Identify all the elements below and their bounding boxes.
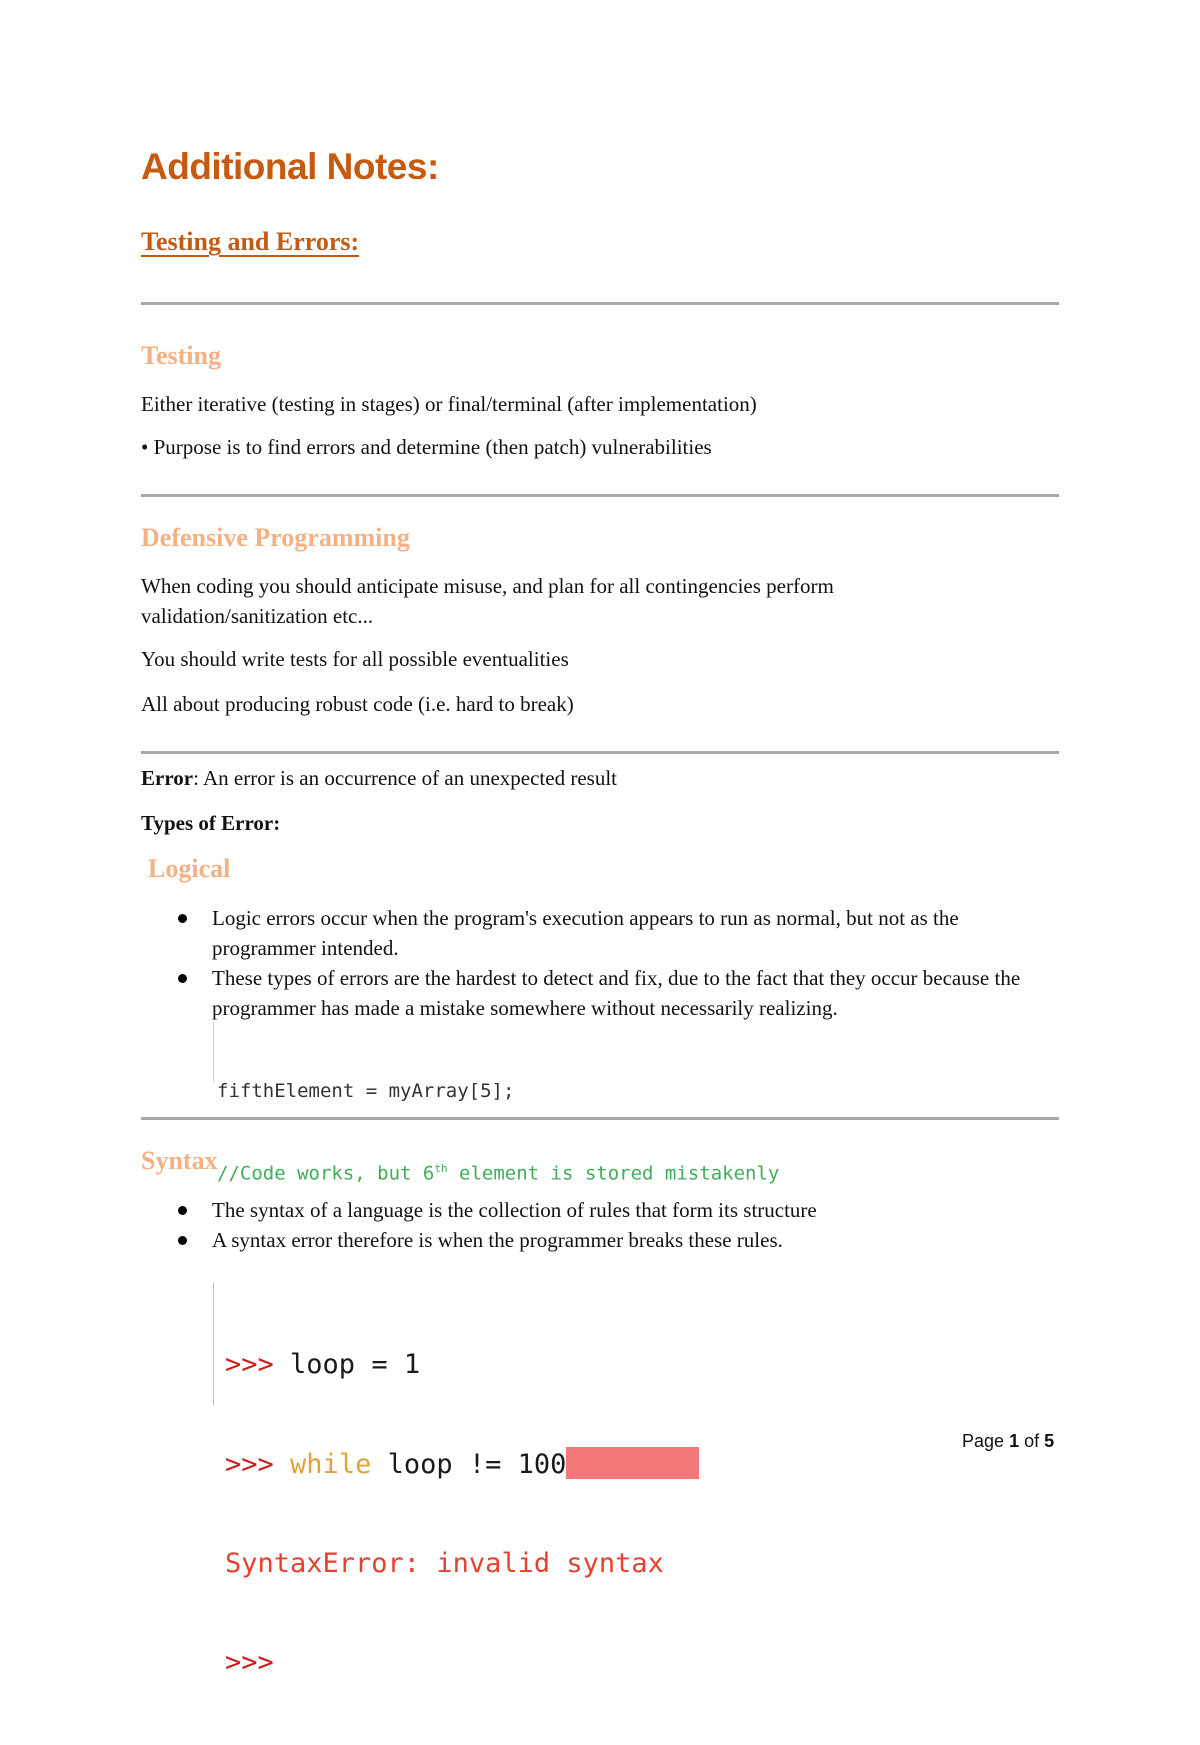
bullet-icon bbox=[178, 1236, 187, 1245]
list-item bbox=[175, 963, 1065, 1023]
bullet-icon bbox=[178, 1206, 187, 1215]
divider bbox=[141, 302, 1059, 305]
divider bbox=[141, 1117, 1059, 1120]
defensive-text-2: You should write tests for all possible eventualities bbox=[141, 647, 569, 671]
testing-text-2: • Purpose is to find errors and determine (then patch) vulnerabilities bbox=[141, 435, 712, 459]
shell-line: >>> while loop != 100 bbox=[225, 1447, 699, 1481]
bullet-icon bbox=[178, 914, 187, 923]
list-item bbox=[175, 1225, 1065, 1255]
divider bbox=[141, 751, 1059, 754]
list-item-text: A syntax error therefore is when the programmer breaks these rules. bbox=[212, 1228, 783, 1252]
error-highlight bbox=[566, 1447, 699, 1479]
testing-text-1: Either iterative (testing in stages) or final/terminal (after implementation) bbox=[141, 392, 757, 416]
shell-line: >>> bbox=[225, 1647, 274, 1678]
error-label: Error bbox=[141, 766, 194, 790]
types-of-error-label: Types of Error: bbox=[141, 811, 281, 835]
syntax-heading: Syntax bbox=[141, 1146, 218, 1175]
section-subtitle: Testing and Errors: bbox=[141, 227, 360, 256]
logical-bullet-list bbox=[175, 903, 1065, 1023]
page-number: Page 1 of 5 bbox=[962, 1431, 1055, 1451]
error-definition-text: : An error is an occurrence of an unexpected result bbox=[193, 766, 617, 790]
list-item-text: The syntax of a language is the collection of rules that form its structure bbox=[212, 1198, 817, 1222]
defensive-heading: Defensive Programming bbox=[141, 523, 410, 552]
code-line: fifthElement = myArray[5]; bbox=[217, 1080, 515, 1102]
code-margin-line bbox=[213, 1022, 214, 1082]
logical-heading: Logical bbox=[148, 854, 231, 883]
bullet-icon bbox=[178, 974, 187, 983]
shell-error-line: SyntaxError: invalid syntax bbox=[225, 1548, 664, 1579]
syntax-bullet-list bbox=[175, 1195, 1065, 1255]
code-comment-line: //Code works, but 6th element is stored mistakenly bbox=[217, 1162, 780, 1185]
python-shell-snippet bbox=[225, 1282, 699, 1745]
list-item bbox=[175, 1195, 1065, 1225]
defensive-text-1: When coding you should anticipate misuse, and plan for all contingencies perform validation/sanitization etc... bbox=[141, 574, 834, 628]
list-item-text: These types of errors are the hardest to detect and fix, due to the fact that they occur because the programmer has made a mistake somewhere without necessarily realizing. bbox=[212, 966, 1021, 1020]
shell-line: >>> loop = 1 bbox=[225, 1349, 421, 1380]
page-title: Additional Notes: bbox=[141, 146, 439, 187]
error-definition bbox=[141, 763, 1059, 793]
shell-margin-line bbox=[213, 1283, 214, 1405]
testing-heading: Testing bbox=[141, 341, 221, 370]
defensive-text-3: All about producing robust code (i.e. hard to break) bbox=[141, 692, 574, 716]
list-item-text: Logic errors occur when the program's execution appears to run as normal, but not as the programmer intended. bbox=[212, 906, 959, 960]
divider bbox=[141, 494, 1059, 497]
list-item bbox=[175, 903, 1065, 963]
